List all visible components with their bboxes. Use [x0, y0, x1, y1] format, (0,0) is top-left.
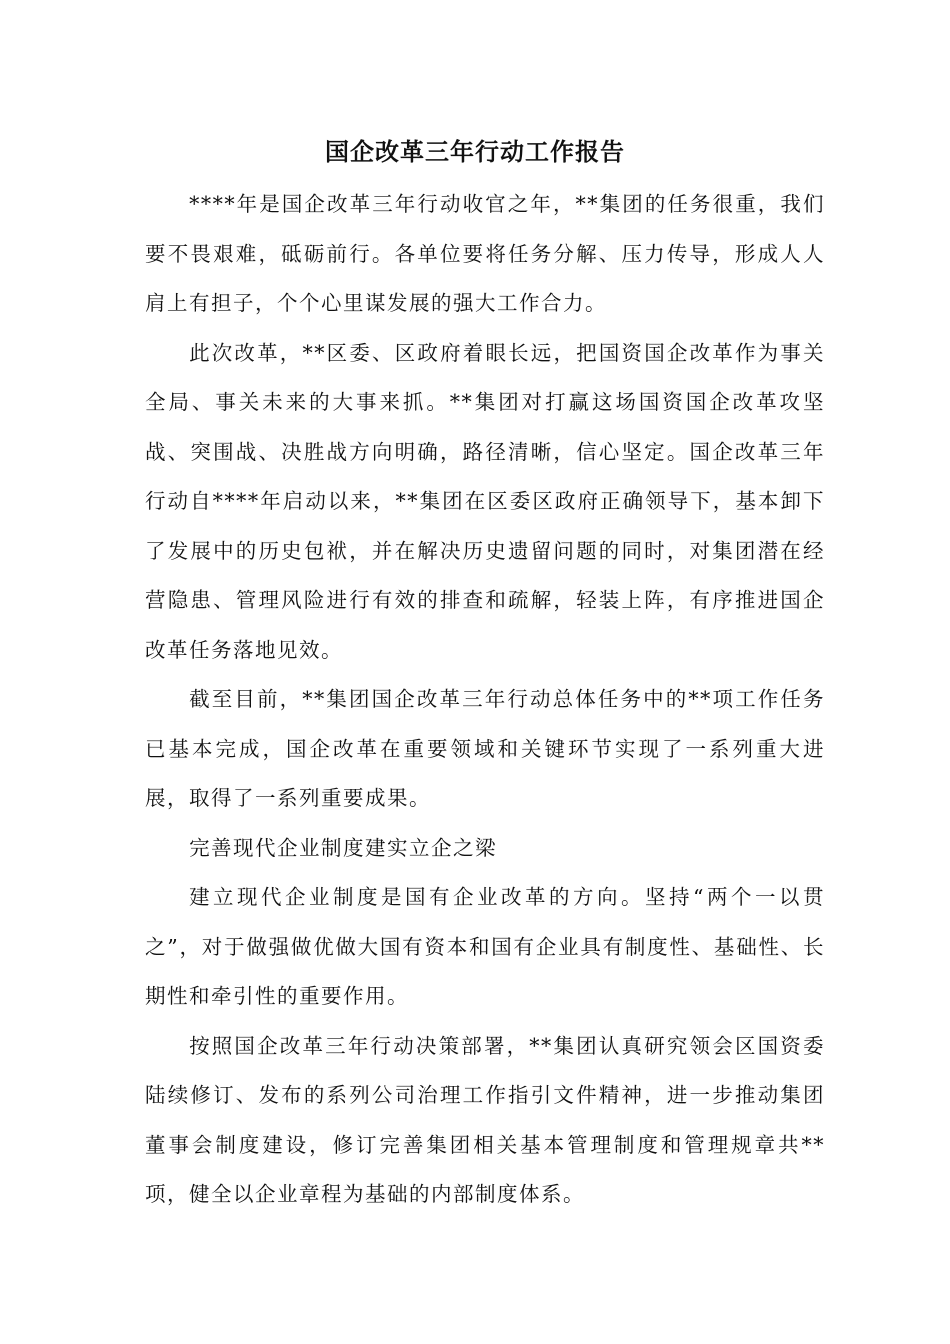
document-body	[145, 180, 825, 1220]
paragraph-1: ****年是国企改革三年行动收官之年，**集团的任务很重，我们要不畏艰难，砥砺前行。各单位要将任务分解、压力传导，形成人人肩上有担子，个个心里谋发展的强大工作合力。	[145, 192, 825, 315]
section-heading: 完善现代企业制度建实立企之梁	[189, 835, 498, 860]
paragraph-5: 按照国企改革三年行动决策部署，**集团认真研究领会区国资委陆续修订、发布的系列公司治理工作指引文件精神，进一步推动集团董事会制度建设，修订完善集团相关基本管理制度和管理规章共**项，健全以企业章程为基础的内部制度体系。	[145, 1033, 825, 1206]
document-title: 国企改革三年行动工作报告	[325, 137, 625, 166]
paragraph-3: 截至目前，**集团国企改革三年行动总体任务中的**项工作任务已基本完成，国企改革在重要领域和关键环节实现了一系列重大进展，取得了一系列重要成果。	[145, 687, 825, 810]
paragraph-4: 建立现代企业制度是国有企业改革的方向。坚持“两个一以贯之”，对于做强做优做大国有资本和国有企业具有制度性、基础性、长期性和牵引性的重要作用。	[145, 885, 825, 1008]
paragraph-2: 此次改革，**区委、区政府着眼长远，把国资国企改革作为事关全局、事关未来的大事来抓。**集团对打赢这场国资国企改革攻坚战、突围战、决胜战方向明确，路径清晰，信心坚定。国企改革三年行动自****年启动以来，**集团在区委区政府正确领导下，基本卸下了发展中的历史包袱，并在解决历史遗留问题的同时，对集团潜在经营隐患、管理风险进行有效的排查和疏解，轻装上阵，有序推进国企改革任务落地见效。	[145, 340, 825, 662]
